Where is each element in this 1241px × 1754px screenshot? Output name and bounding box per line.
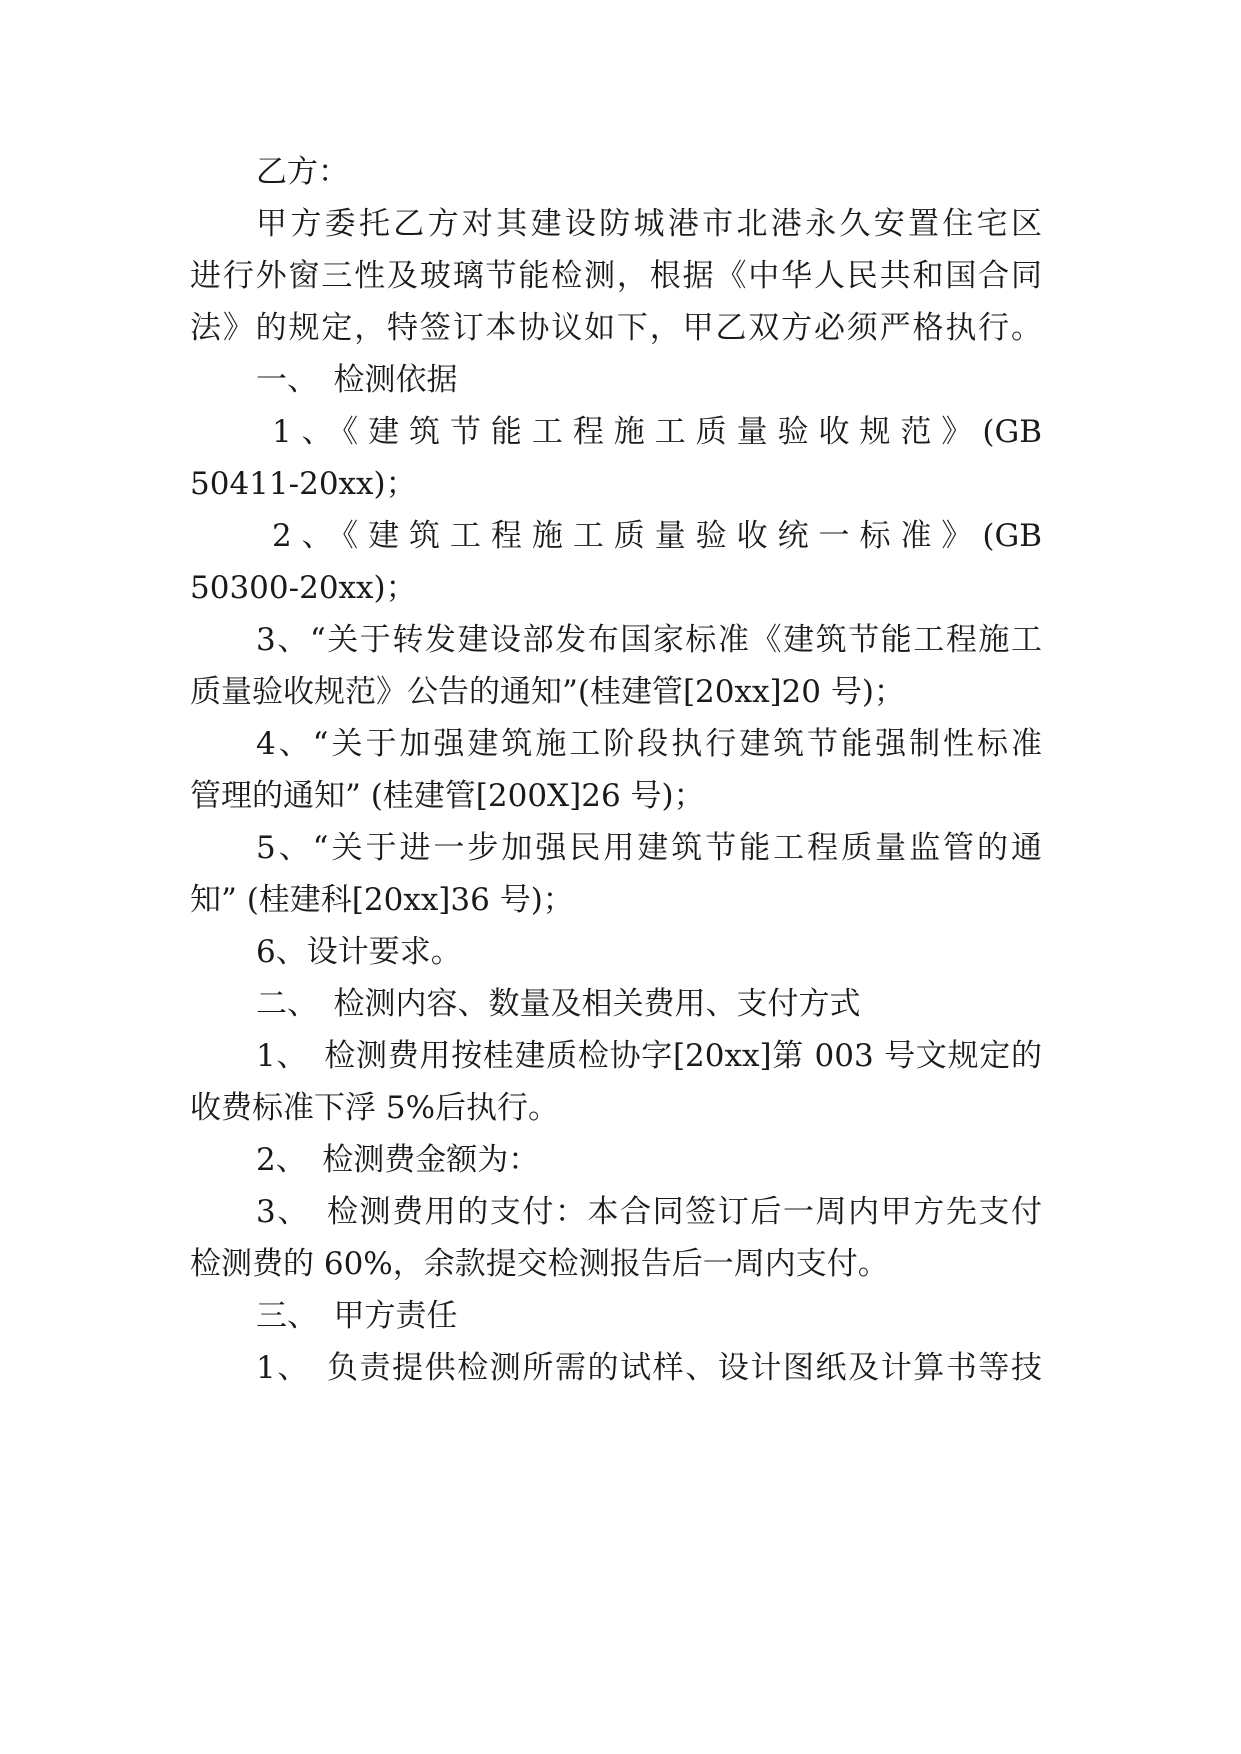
basis-1-line-2: 50411-20xx)； bbox=[190, 466, 417, 502]
intro-line-1: 甲方委托乙方对其建设防城港市北港永久安置住宅区 bbox=[256, 206, 1042, 242]
fee-2-line-1: 2、 检测费金额为： bbox=[256, 1142, 540, 1178]
basis-2-line-1: 2、《建筑工程施工质量验收统一标准》(GB bbox=[272, 518, 1042, 554]
party-b-label: 乙方： bbox=[256, 154, 349, 190]
fee-1-line-2: 收费标准下浮 5%后执行。 bbox=[190, 1090, 560, 1126]
basis-2-line-2: 50300-20xx)； bbox=[190, 570, 417, 606]
basis-6: 6、设计要求。 bbox=[256, 934, 462, 970]
basis-4-line-2: 管理的通知” (桂建管[200X]26 号)； bbox=[190, 778, 705, 814]
basis-4-line-1: 4、“关于加强建筑施工阶段执行建筑节能强制性标准 bbox=[256, 726, 1042, 762]
basis-5-line-2: 知” (桂建科[20xx]36 号)； bbox=[190, 882, 574, 918]
basis-3-line-1: 3、“关于转发建设部发布国家标准《建筑节能工程施工 bbox=[256, 622, 1042, 658]
basis-3-line-2: 质量验收规范》公告的通知”(桂建管[20xx]20 号)； bbox=[190, 674, 905, 710]
duty-1-line-1: 1、 负责提供检测所需的试样、设计图纸及计算书等技 bbox=[256, 1350, 1042, 1386]
section-2-title: 二、 检测内容、数量及相关费用、支付方式 bbox=[256, 986, 861, 1022]
section-3-title: 三、 甲方责任 bbox=[256, 1298, 458, 1334]
fee-3-line-1: 3、 检测费用的支付：本合同签订后一周内甲方先支付 bbox=[256, 1194, 1042, 1230]
fee-1-line-1: 1、 检测费用按桂建质检协字[20xx]第 003 号文规定的 bbox=[256, 1038, 1042, 1074]
section-1-title: 一、 检测依据 bbox=[256, 362, 458, 398]
basis-5-line-1: 5、“关于进一步加强民用建筑节能工程质量监管的通 bbox=[256, 830, 1042, 866]
fee-3-line-2: 检测费的 60%，余款提交检测报告后一周内支付。 bbox=[190, 1246, 889, 1282]
intro-line-2: 进行外窗三性及玻璃节能检测，根据《中华人民共和国合同 bbox=[190, 258, 1042, 294]
intro-line-3: 法》的规定，特签订本协议如下，甲乙双方必须严格执行。 bbox=[190, 310, 1042, 346]
basis-1-line-1: 1、《建筑节能工程施工质量验收规范》(GB bbox=[272, 414, 1042, 450]
